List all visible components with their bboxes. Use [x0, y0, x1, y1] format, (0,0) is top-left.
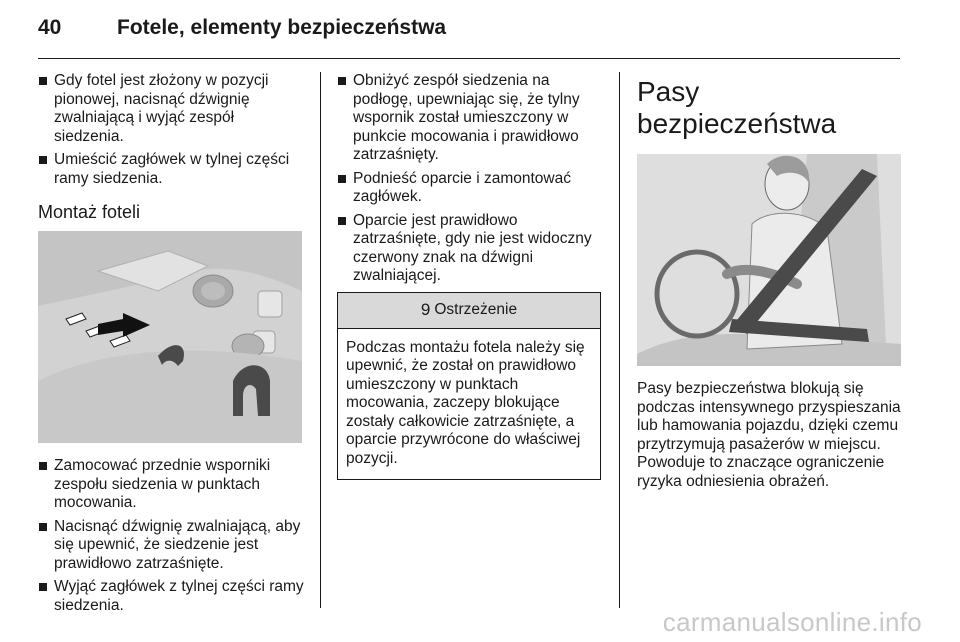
warning-text: Podczas montażu fotela należy się upewnić, że został on prawidłowo umieszczony w punktach mocowania, zaczepy blokujące zostały całkowicie zatrzaśnięte, a oparcie przywrócone do właściwej pozycji. — [346, 338, 585, 468]
section-heading-seat-mounting: Montaż foteli — [38, 202, 141, 222]
seat-belt-description: Pasy bezpieczeństwa blokują się podczas intensywnego przyspieszania lub hamowania pojazdu, dzięki czemu przytrzymują pasażerów w miejscu. Powoduje to znaczące ograniczenie ryzyka odniesienia obrażeń. — [637, 380, 901, 490]
watermark: carmanualsonline.info — [662, 607, 922, 637]
list-item: Wyjąć zagłówek z tylnej części ramy siedzenia. — [38, 578, 306, 615]
seat-belt-illustration — [637, 154, 901, 366]
header-rule — [38, 58, 900, 59]
middle-column — [337, 72, 605, 480]
left-column — [38, 72, 306, 620]
list-item: Gdy fotel jest złożony w pozycji pionowej, nacisnąć dźwignię zwalniającą i wyjąć zespół siedzenia. — [38, 72, 306, 146]
list-item: Obniżyć zespół siedzenia na podłogę, upewniając się, że tylny wspornik został umieszczony w punkcie mocowania i prawidłowo zatrzaśnięty. — [337, 72, 605, 165]
column-divider-left — [320, 72, 321, 608]
warning-box — [337, 292, 601, 480]
section-heading-seat-belts: Pasy bezpieczeństwa — [637, 76, 837, 139]
list-item: Podnieść oparcie i zamontować zagłówek. — [337, 170, 605, 207]
right-column — [637, 72, 903, 492]
bullet-list-bottom — [38, 457, 306, 615]
bullet-list-top — [38, 72, 306, 188]
list-item: Nacisnąć dźwignię zwalniającą, aby się upewnić, że siedzenie jest prawidłowo zatrzaśnięte. — [38, 518, 306, 574]
page-title: Fotele, elementy bezpieczeństwa — [117, 16, 447, 39]
bullet-list-middle — [337, 72, 605, 286]
warning-triangle-icon: 9 — [420, 300, 431, 319]
warning-header — [338, 293, 600, 329]
list-item: Umieścić zagłówek w tylnej części ramy siedzenia. — [38, 151, 306, 188]
seat-mounting-illustration — [38, 231, 302, 443]
column-divider-right — [619, 72, 620, 608]
list-item: Zamocować przednie wsporniki zespołu siedzenia w punktach mocowania. — [38, 457, 306, 513]
warning-title: Ostrzeżenie — [434, 301, 518, 318]
page-number: 40 — [38, 16, 62, 39]
list-item: Oparcie jest prawidłowo zatrzaśnięte, gdy nie jest widoczny czerwony znak na dźwigni zwalniającej. — [337, 212, 605, 286]
